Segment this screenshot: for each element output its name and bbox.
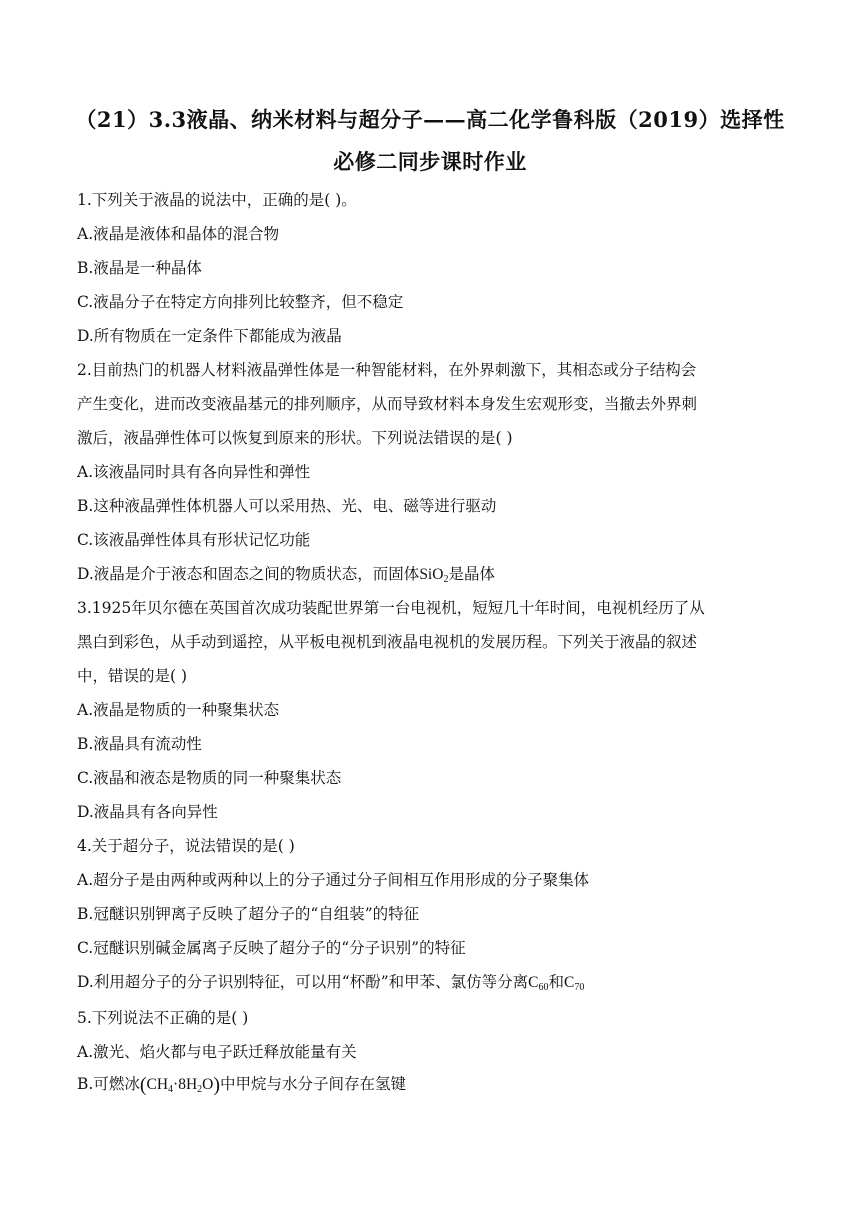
question-5-option-a: A.激光、焰火都与电子跃迁释放能量有关	[77, 1043, 357, 1061]
question-3-stem-line-3: 中，错误的是( )	[77, 667, 188, 685]
formula-oxygen: O	[202, 1076, 214, 1093]
question-2-stem-line-3: 激后，液晶弹性体可以恢复到原来的形状。下列说法错误的是( )	[77, 429, 513, 447]
question-3-option-d: D.液晶具有各向异性	[77, 803, 218, 821]
formula-right-paren: )	[213, 1074, 221, 1096]
question-5-option-b-text-end: 中甲烷与水分子间存在氢键	[220, 1075, 407, 1093]
question-5-option-b-text: B.可燃冰	[77, 1075, 140, 1093]
question-2-option-b: B.这种液晶弹性体机器人可以采用热、光、电、磁等进行驱动	[77, 497, 497, 515]
question-4-option-b: B.冠醚识别钾离子反映了超分子的“自组装”的特征	[77, 905, 420, 923]
question-4-option-a: A.超分子是由两种或两种以上的分子通过分子间相互作用形成的分子聚集体	[77, 871, 590, 889]
formula-ch4-subscript: 4	[168, 1084, 174, 1095]
question-2-option-d	[77, 562, 495, 585]
question-4-option-d-and: 和	[548, 973, 565, 991]
formula-left-paren: (	[139, 1074, 147, 1096]
question-2-option-c: C.该液晶弹性体具有形状记忆功能	[77, 531, 311, 549]
question-2-option-a: A.该液晶同时具有各向异性和弹性	[77, 463, 311, 481]
formula-ch4: CH	[146, 1076, 169, 1093]
formula-c70: C	[564, 974, 575, 991]
question-2-stem-line-1: 2.目前热门的机器人材料液晶弹性体是一种智能材料，在外界刺激下，其相态或分子结构会	[77, 361, 697, 379]
formula-c70-subscript: 70	[574, 982, 585, 993]
question-1-option-b: B.液晶是一种晶体	[77, 259, 202, 277]
formula-sio2-subscript: 2	[443, 574, 449, 585]
question-2-option-d-text: D.液晶是介于液态和固态之间的物质状态，而固体	[77, 565, 420, 583]
question-3-stem-line-1: 3.1925年贝尔德在英国首次成功装配世界第一台电视机，短短几十年时间，电视机经历了从	[77, 599, 705, 617]
formula-c60: C	[528, 974, 539, 991]
formula-c60-subscript: 60	[538, 982, 549, 993]
formula-h2o: ·8H	[173, 1076, 198, 1093]
question-1-option-d: D.所有物质在一定条件下都能成为液晶	[77, 327, 342, 345]
document-title-line-2: 必修二同步课时作业	[333, 149, 527, 174]
question-2-stem-line-2: 产生变化，进而改变液晶基元的排列顺序，从而导致材料本身发生宏观形变，当撤去外界刺	[77, 395, 698, 413]
question-3-option-c: C.液晶和液态是物质的同一种聚集状态	[77, 769, 342, 787]
formula-h2o-subscript: 2	[197, 1084, 203, 1095]
question-3-option-a: A.液晶是物质的一种聚集状态	[77, 701, 280, 719]
question-1-option-c: C.液晶分子在特定方向排列比较整齐，但不稳定	[77, 293, 404, 311]
question-3-stem-line-2: 黑白到彩色，从手动到遥控，从平板电视机到液晶电视机的发展历程。下列关于液晶的叙述	[77, 633, 698, 651]
formula-sio2: SiO	[419, 566, 444, 583]
question-2-option-d-text-end: 是晶体	[448, 565, 495, 583]
question-5-option-b	[77, 1072, 406, 1097]
question-1-option-a: A.液晶是液体和晶体的混合物	[77, 225, 280, 243]
question-4-option-d-text: D.利用超分子的分子识别特征，可以用“杯酚”和甲苯、氯仿等分离	[77, 973, 529, 991]
question-3-option-b: B.液晶具有流动性	[77, 735, 202, 753]
question-4-stem: 4.关于超分子，说法错误的是( )	[77, 837, 295, 855]
question-5-stem: 5.下列说法不正确的是( )	[77, 1009, 249, 1027]
question-4-option-d	[77, 970, 584, 993]
question-4-option-c: C.冠醚识别碱金属离子反映了超分子的“分子识别”的特征	[77, 939, 466, 957]
document-title-line-1: （21）3.3液晶、纳米材料与超分子——高二化学鲁科版（2019）选择性	[75, 107, 785, 132]
question-1-stem: 1.下列关于液晶的说法中，正确的是( )。	[77, 191, 357, 209]
